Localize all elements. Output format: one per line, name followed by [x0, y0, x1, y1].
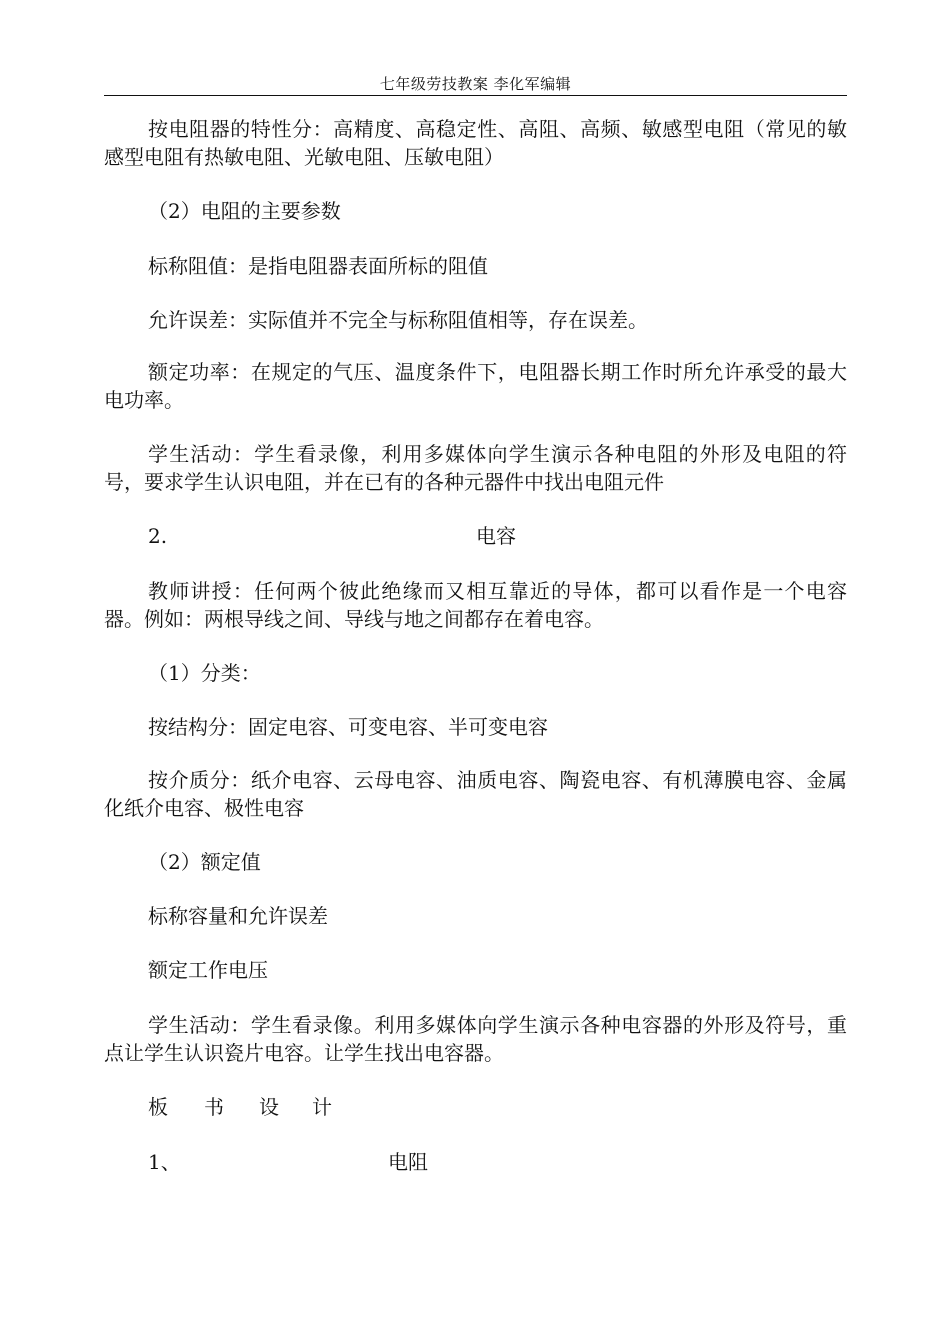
board-design-char: 板	[148, 1095, 168, 1119]
paragraph-by-dielectric: 按介质分：纸介电容、云母电容、油质电容、陶瓷电容、有机薄膜电容、金属化纸介电容、极性电容	[104, 768, 847, 820]
section-title-resistor: 电阻	[388, 1150, 428, 1174]
paragraph-by-structure: 按结构分：固定电容、可变电容、半可变电容	[148, 715, 548, 739]
paragraph-rated-values-heading: （2）额定值	[148, 850, 261, 874]
page-header: 七年级劳技教案 李化军编辑	[379, 75, 572, 93]
board-design-heading	[104, 1093, 847, 1121]
paragraph-rated-power: 额定功率：在规定的气压、温度条件下，电阻器长期工作时所允许承受的最大电功率。	[104, 360, 847, 412]
paragraph-nominal-resistance: 标称阻值：是指电阻器表面所标的阻值	[148, 254, 488, 278]
paragraph-rated-voltage: 额定工作电压	[148, 958, 268, 982]
board-design-char: 计	[312, 1095, 332, 1119]
section-title-capacitor: 电容	[476, 524, 516, 548]
header-rule	[104, 95, 847, 96]
paragraph-resistor-characteristics: 按电阻器的特性分：高精度、高稳定性、高阻、高频、敏感型电阻（常见的敏感型电阻有热敏电阻、光敏电阻、压敏电阻）	[104, 117, 847, 169]
section-heading-resistor	[104, 1148, 847, 1176]
section-number-resistor: 1、	[148, 1150, 181, 1174]
section-heading-capacitor	[104, 522, 847, 550]
board-design-char: 设	[259, 1095, 279, 1119]
board-design-char: 书	[204, 1095, 224, 1119]
paragraph-resistor-params-heading: （2）电阻的主要参数	[148, 199, 341, 223]
paragraph-teacher-lecture: 教师讲授：任何两个彼此绝缘而又相互靠近的导体，都可以看作是一个电容器。例如：两根导线之间、导线与地之间都存在着电容。	[104, 579, 847, 631]
paragraph-student-activity-resistor: 学生活动：学生看录像，利用多媒体向学生演示各种电阻的外形及电阻的符号，要求学生认识电阻，并在已有的各种元器件中找出电阻元件	[104, 442, 847, 494]
paragraph-tolerance: 允许误差：实际值并不完全与标称阻值相等，存在误差。	[148, 308, 648, 332]
paragraph-classification-heading: （1）分类：	[148, 661, 261, 685]
paragraph-nominal-capacity: 标称容量和允许误差	[148, 904, 328, 928]
section-number-capacitor: 2.	[148, 524, 168, 548]
paragraph-student-activity-capacitor: 学生活动：学生看录像。利用多媒体向学生演示各种电容器的外形及符号，重点让学生认识瓷片电容。让学生找出电容器。	[104, 1013, 847, 1065]
